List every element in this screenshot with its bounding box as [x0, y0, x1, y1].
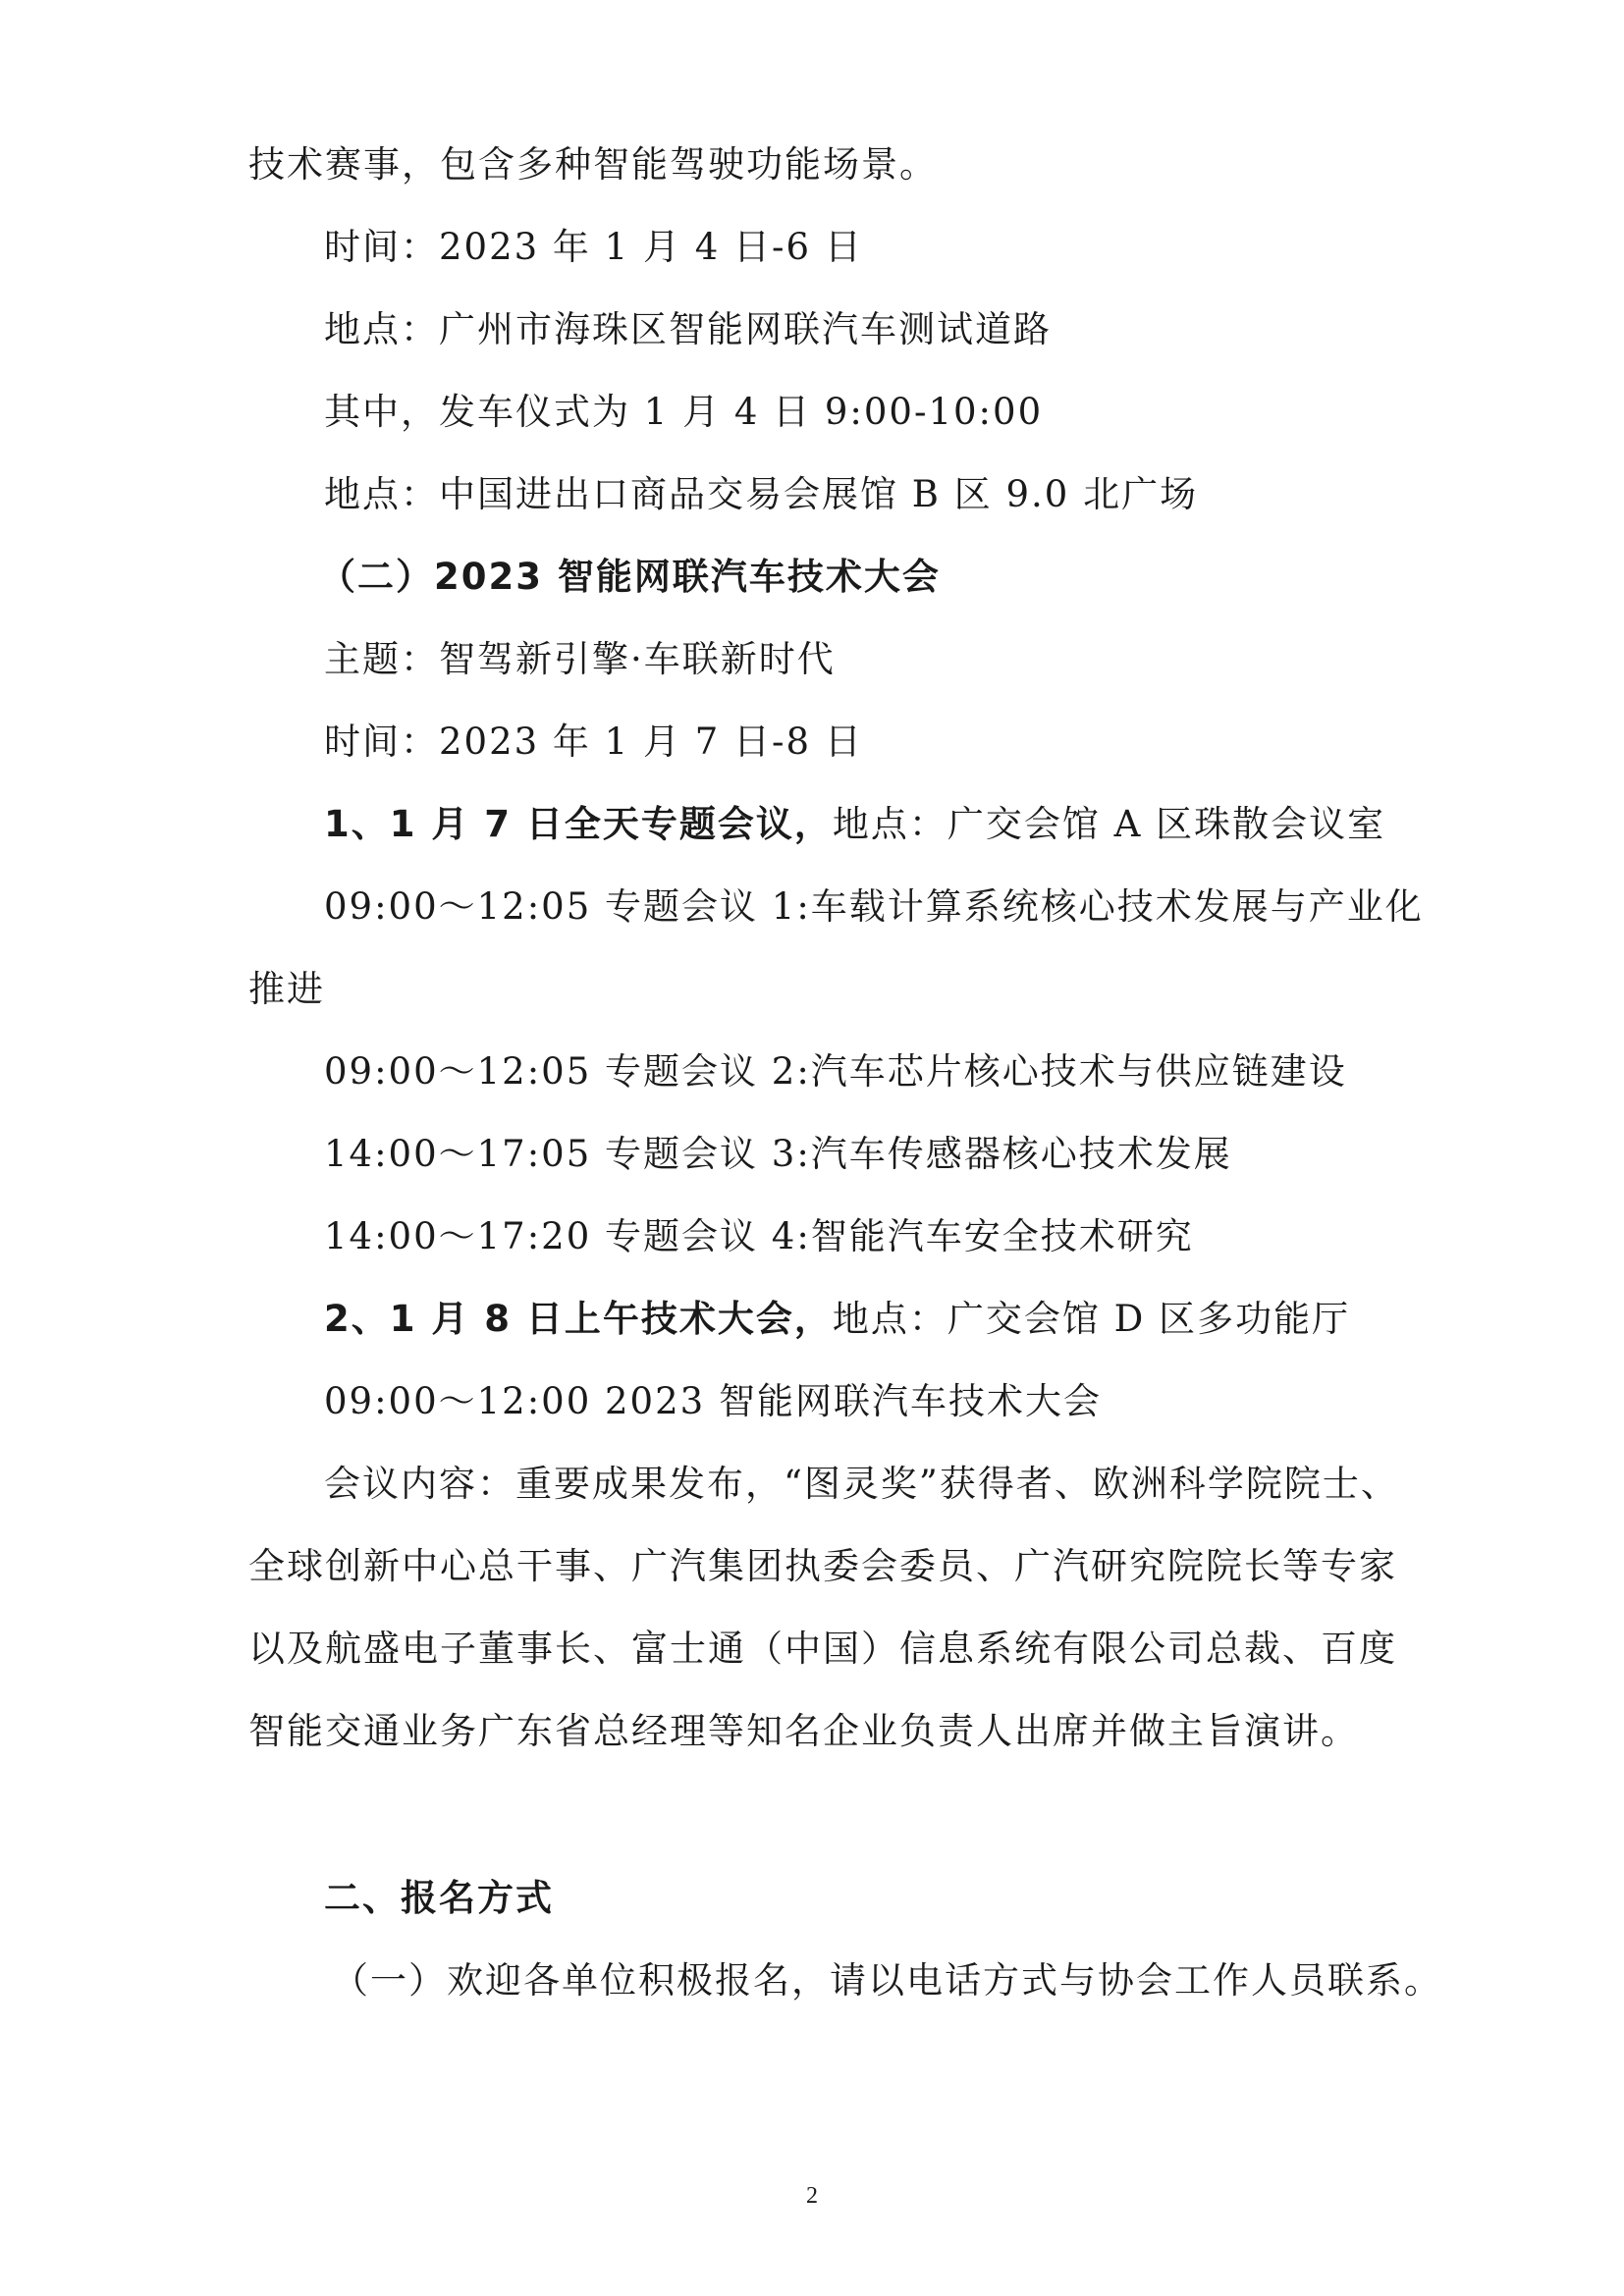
session-line: 09:00～12:05 专题会议 1:车载计算系统核心技术发展与产业化 — [324, 885, 1424, 928]
agenda-item-bold: 1、1 月 7 日全天专题会议， — [324, 803, 833, 845]
agenda-item-heading — [324, 799, 1385, 850]
paragraph-line: 全球创新中心总干事、广汽集团执委会委员、广汽研究院院长等专家 — [248, 1545, 1397, 1587]
section-heading: 二、报名方式 — [324, 1877, 554, 1919]
agenda-item-heading — [324, 1294, 1350, 1345]
paragraph-line: （一）欢迎各单位积极报名，请以电话方式与协会工作人员联系。 — [332, 1959, 1442, 2002]
location-line: 地点：中国进出口商品交易会展馆 B 区 9.0 北广场 — [324, 473, 1199, 515]
paragraph-line: 会议内容：重要成果发布，“图灵奖”获得者、欧洲科学院院士、 — [324, 1463, 1399, 1505]
time-line: 时间：2023 年 1 月 4 日-6 日 — [324, 226, 863, 268]
theme-line: 主题：智驾新引擎·车联新时代 — [324, 638, 836, 680]
time-line: 时间：2023 年 1 月 7 日-8 日 — [324, 721, 863, 763]
session-line: 14:00～17:20 专题会议 4:智能汽车安全技术研究 — [324, 1215, 1194, 1257]
session-line: 09:00～12:00 2023 智能网联汽车技术大会 — [324, 1380, 1102, 1422]
session-line-continuation: 推进 — [248, 968, 325, 1010]
agenda-item-bold: 2、1 月 8 日上午技术大会， — [324, 1298, 833, 1340]
paragraph-line: 技术赛事，包含多种智能驾驶功能场景。 — [248, 143, 938, 186]
session-line: 09:00～12:05 专题会议 2:汽车芯片核心技术与供应链建设 — [324, 1050, 1347, 1093]
location-line: 地点：广州市海珠区智能网联汽车测试道路 — [324, 308, 1052, 350]
paragraph-line: 智能交通业务广东省总经理等知名企业负责人出席并做主旨演讲。 — [248, 1710, 1359, 1752]
agenda-item-location: 地点：广交会馆 A 区珠散会议室 — [832, 803, 1386, 845]
ceremony-line: 其中，发车仪式为 1 月 4 日 9:00-10:00 — [324, 391, 1044, 433]
page-number: 2 — [806, 2183, 818, 2209]
paragraph-line: 以及航盛电子董事长、富士通（中国）信息系统有限公司总裁、百度 — [248, 1628, 1397, 1670]
session-line: 14:00～17:05 专题会议 3:汽车传感器核心技术发展 — [324, 1133, 1232, 1175]
agenda-item-location: 地点：广交会馆 D 区多功能厅 — [832, 1298, 1351, 1340]
section-subheading: （二）2023 智能网联汽车技术大会 — [319, 556, 941, 598]
